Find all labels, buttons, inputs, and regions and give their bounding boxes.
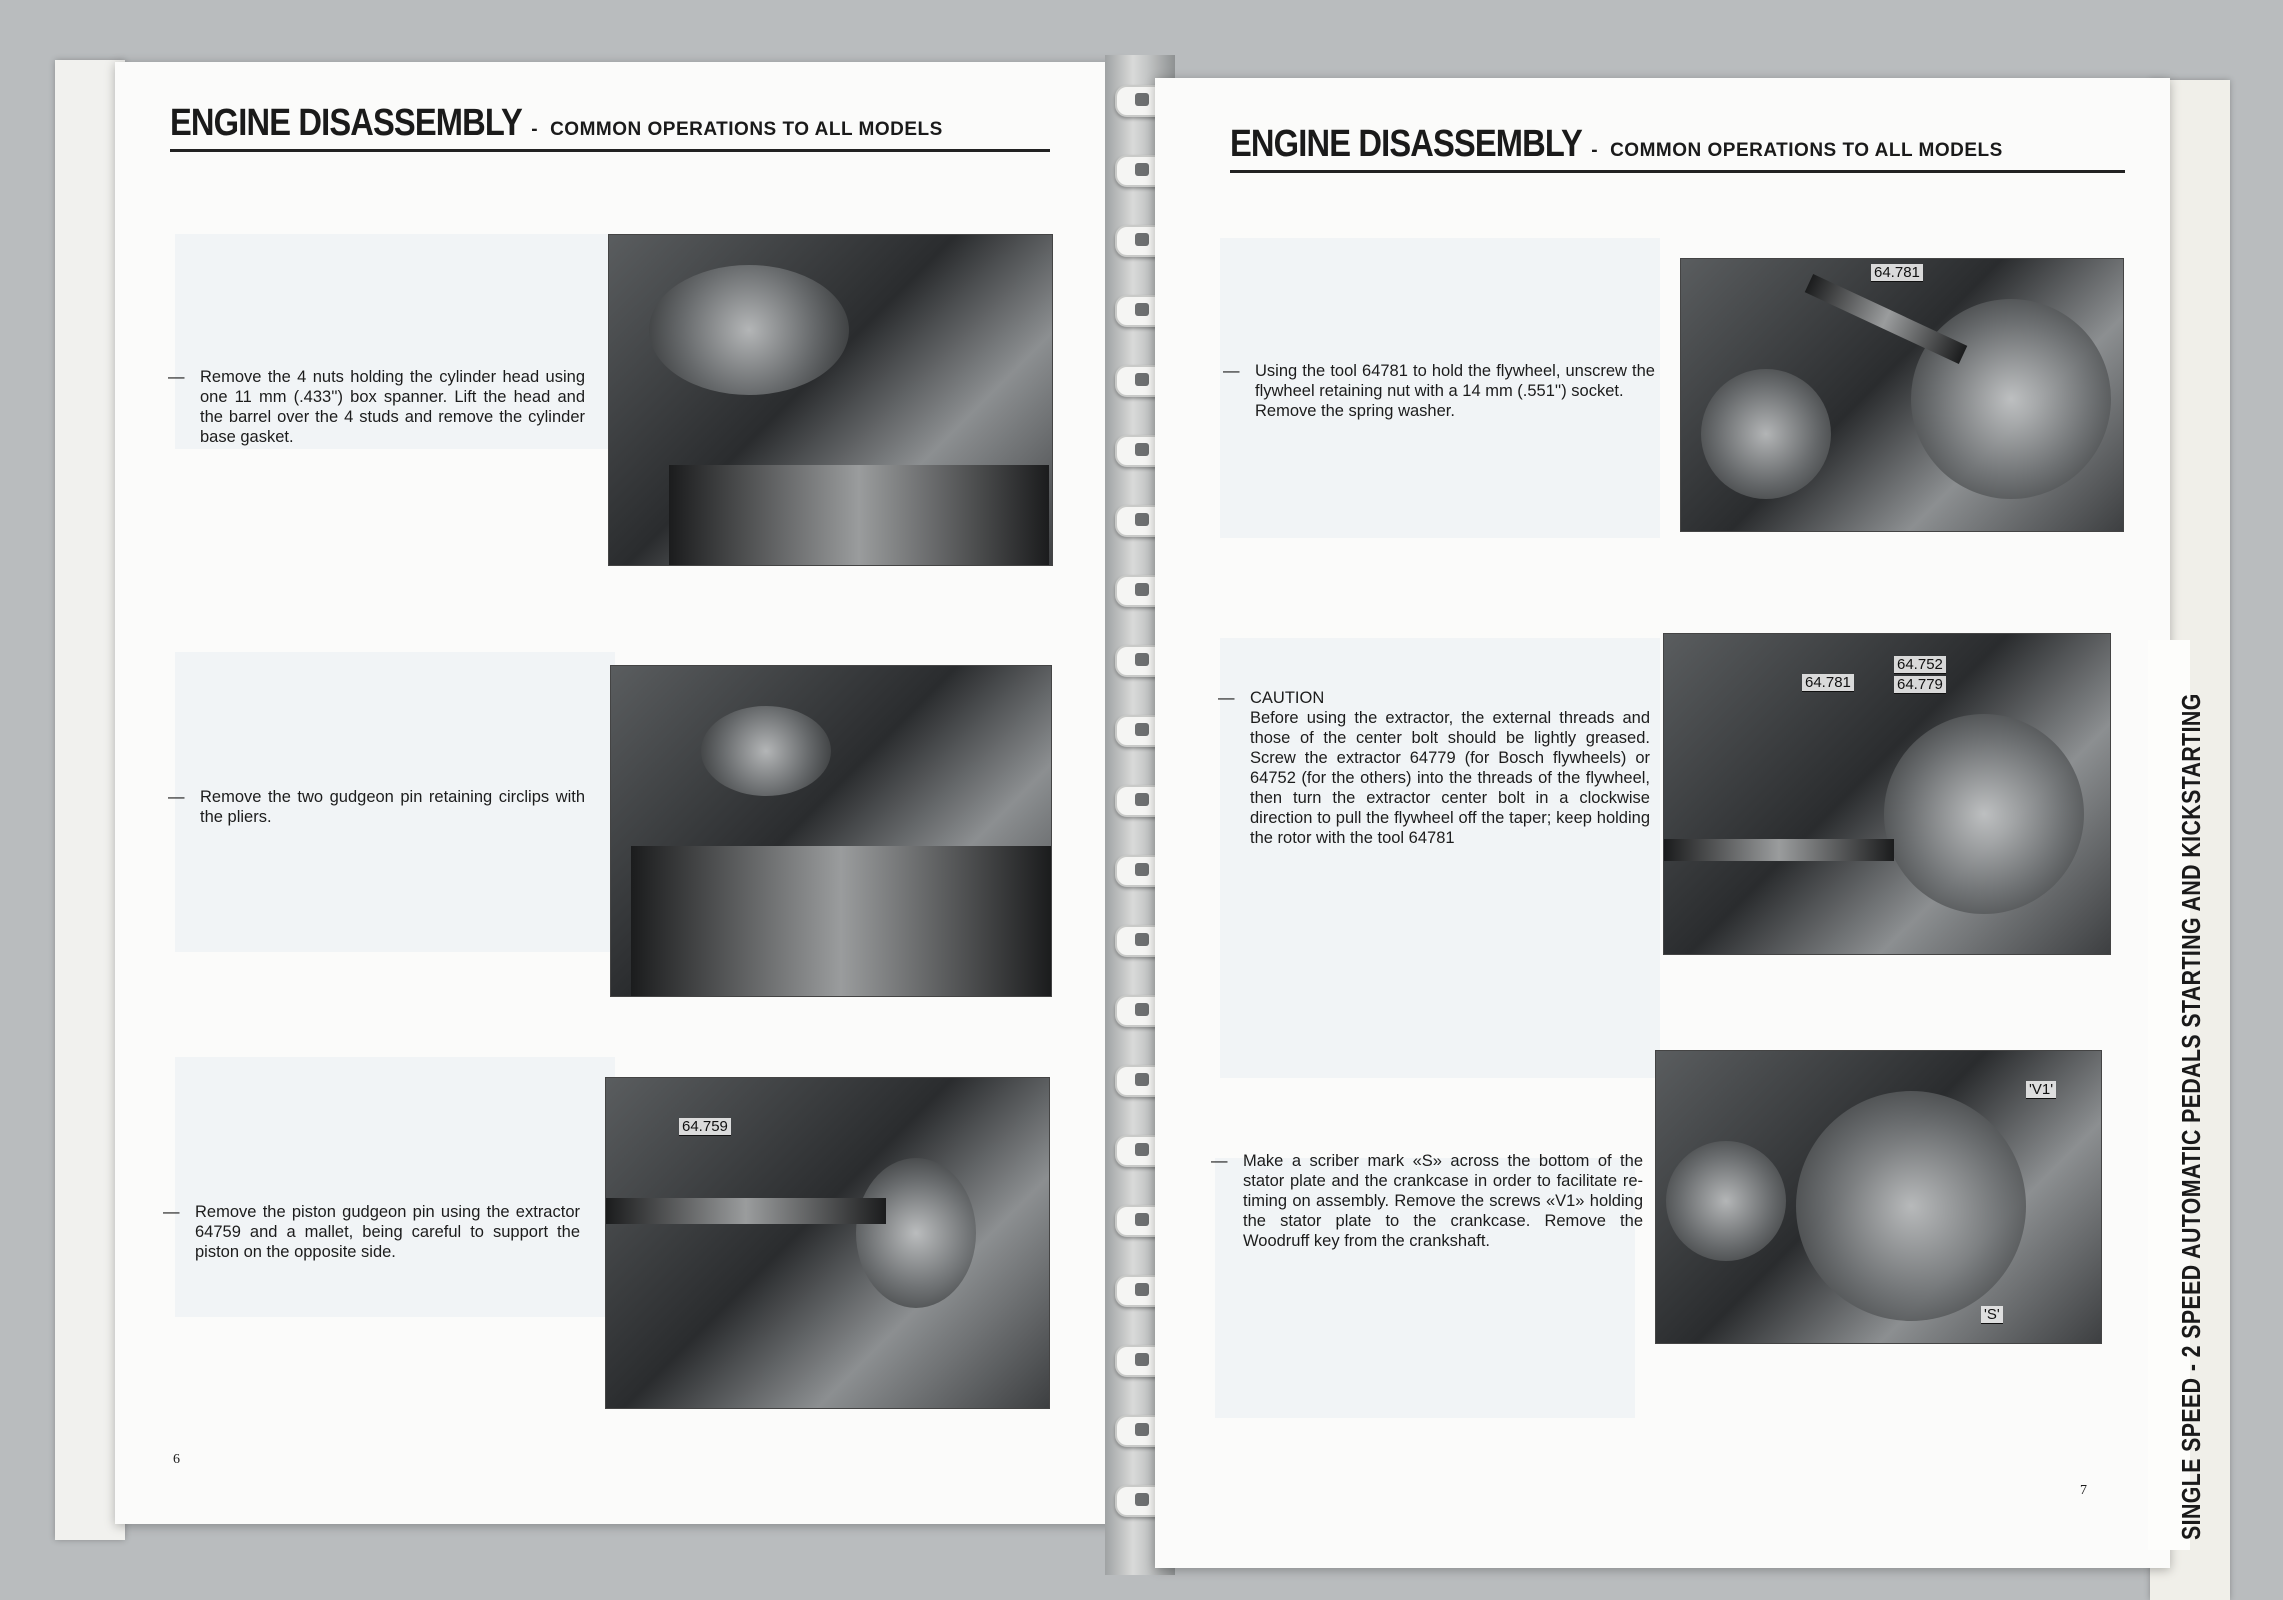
crankcase-shape bbox=[631, 846, 1051, 996]
step-2-body: Remove the two gudgeon pin retaining circlips with the pliers. bbox=[200, 788, 585, 826]
step-1-text bbox=[1223, 361, 1655, 421]
step-dash: — bbox=[1218, 689, 1235, 707]
step-1-body: Using the tool 64781 to hold the flywheel, unscrew the flywheel retaining nut with a 14 mm (.551'') socket. bbox=[1255, 362, 1655, 400]
step-1-text bbox=[168, 367, 585, 447]
photo-flywheel-extractor bbox=[1663, 633, 2111, 955]
left-page bbox=[115, 62, 1125, 1524]
heading-sub: COMMON OPERATIONS TO ALL MODELS bbox=[550, 119, 943, 140]
callout-64781: 64.781 bbox=[1871, 264, 1923, 282]
extractor-shape bbox=[606, 1198, 886, 1224]
flywheel-shape bbox=[1911, 299, 2111, 499]
side-tab-text: SINGLE SPEED - 2 SPEED AUTOMATIC PEDALS STARTING AND KICKSTARTING bbox=[2176, 693, 2206, 1540]
step-1-body: Remove the 4 nuts holding the cylinder head using one 11 mm (.433'') box spanner. Lift the head and the barrel over the 4 studs and remove the cylinder base gasket. bbox=[200, 368, 585, 446]
tool-shape bbox=[1664, 839, 1894, 861]
heading-separator: - bbox=[531, 119, 539, 140]
crankcase-shape bbox=[669, 465, 1049, 565]
step-3-body: Remove the piston gudgeon pin using the extractor 64759 and a mallet, being careful to support the piston on the opposite side. bbox=[195, 1203, 580, 1261]
piston-shape bbox=[856, 1158, 976, 1308]
piston-shape bbox=[701, 706, 831, 796]
tool-shape bbox=[1805, 274, 1968, 364]
step-dash: — bbox=[1223, 362, 1240, 380]
photo-gudgeon-pin bbox=[605, 1077, 1050, 1409]
caution-title: CAUTION bbox=[1250, 689, 1325, 707]
photo-stator-plate bbox=[1655, 1050, 2102, 1344]
step-dash: — bbox=[163, 1203, 180, 1221]
flywheel-shape bbox=[1884, 714, 2084, 914]
heading-main: ENGINE DISASSEMBLY bbox=[170, 102, 522, 144]
photo-cylinder-head bbox=[608, 234, 1053, 566]
step-1-body-2: Remove the spring washer. bbox=[1255, 402, 1455, 420]
step-3-body: Make a scriber mark «S» across the bottom of the stator plate and the crankcase in order to facilitate re-timing on assembly. Remove the screws «V1» holding the stator plate to the crankcase. Remove the Woodruff key from the crankshaft. bbox=[1243, 1152, 1643, 1250]
callout-64779: 64.779 bbox=[1894, 676, 1946, 694]
page-number: 7 bbox=[2080, 1483, 2087, 1498]
callout-v1: 'V1' bbox=[2026, 1081, 2056, 1099]
step-dash: — bbox=[168, 788, 185, 806]
callout-s: 'S' bbox=[1981, 1306, 2003, 1324]
step-dash: — bbox=[168, 368, 185, 386]
heading-main: ENGINE DISASSEMBLY bbox=[1230, 123, 1582, 165]
heading-separator: - bbox=[1591, 140, 1599, 161]
callout-64752: 64.752 bbox=[1894, 656, 1946, 674]
left-page-heading bbox=[170, 102, 1050, 152]
step-3-text bbox=[163, 1202, 580, 1262]
cylinder-shape bbox=[649, 265, 849, 395]
text-panel-3 bbox=[175, 1057, 615, 1317]
step-3-text bbox=[1211, 1151, 1643, 1251]
photo-flywheel-hold bbox=[1680, 258, 2124, 532]
side-tab-label bbox=[2176, 507, 2207, 1540]
photo-circlips bbox=[610, 665, 1052, 997]
heading-sub: COMMON OPERATIONS TO ALL MODELS bbox=[1610, 140, 2003, 161]
step-2-text bbox=[1218, 688, 1650, 848]
gear-shape bbox=[1666, 1141, 1786, 1261]
step-dash: — bbox=[1211, 1152, 1228, 1170]
right-page bbox=[1155, 78, 2170, 1568]
stator-shape bbox=[1796, 1091, 2026, 1321]
step-2-body: Before using the extractor, the external threads and those of the center bolt should be lightly greased. Screw the extractor 64779 (for Bosch flywheels) or 64752 (for the others) into the threads of the flywheel, then turn the extractor center bolt in a clockwise direction to pull the flywheel off the taper; keep holding the rotor with the tool 64781 bbox=[1250, 709, 1650, 847]
right-page-heading bbox=[1230, 123, 2125, 173]
page-number: 6 bbox=[173, 1452, 180, 1467]
callout-64781: 64.781 bbox=[1802, 674, 1854, 692]
callout-64759: 64.759 bbox=[679, 1118, 731, 1136]
step-2-text bbox=[168, 787, 585, 827]
gear-shape bbox=[1701, 369, 1831, 499]
